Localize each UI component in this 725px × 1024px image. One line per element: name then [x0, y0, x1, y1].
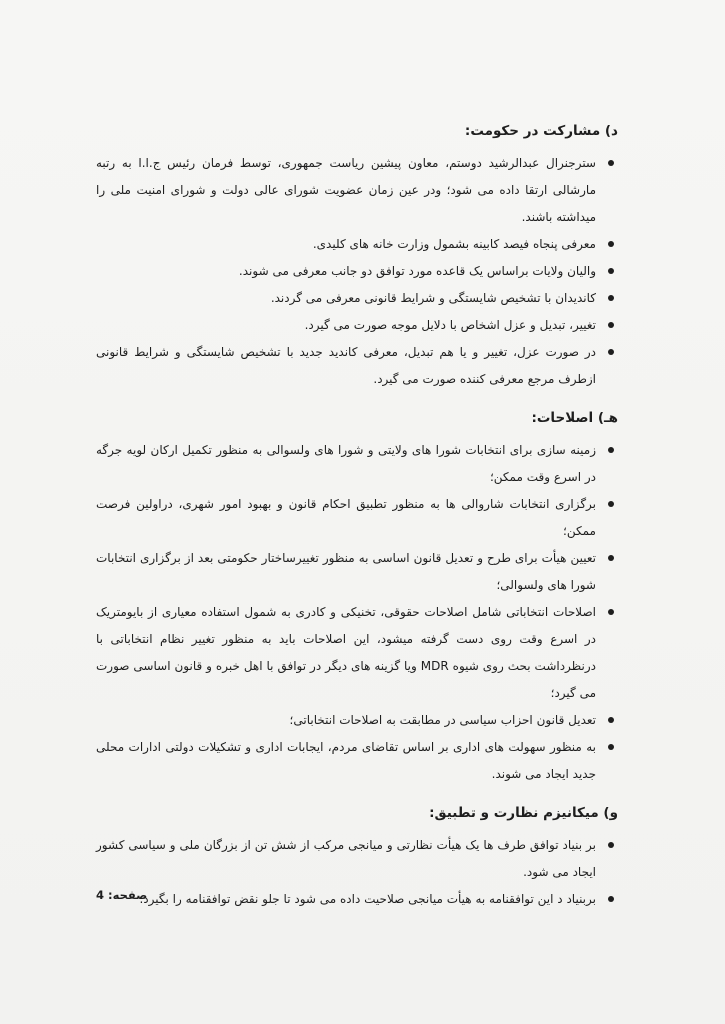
section-government-participation: [96, 120, 618, 393]
section-heading: و) میکانیزم نظارت و تطبیق:: [429, 805, 618, 821]
list-item-text: تعدیل قانون احزاب سیاسی در مطابقت به اصلاحات انتخاباتی؛: [289, 713, 596, 727]
list-item: [96, 599, 618, 707]
list-item-text: کاندیدان با تشخیص شایستگی و شرایط قانونی معرفی می گردند.: [270, 291, 596, 305]
section-heading: د) مشارکت در حکومت:: [464, 123, 618, 139]
list-item-text: تغییر، تبدیل و عزل اشخاص با دلایل موجه صورت می گیرد.: [304, 318, 596, 332]
bullet-list: [96, 437, 618, 788]
list-item: [96, 545, 618, 599]
bullet-icon: [608, 717, 614, 723]
bullet-icon: [608, 896, 614, 902]
list-item: [96, 734, 618, 788]
list-item: [96, 832, 618, 886]
bullet-icon: [608, 447, 614, 453]
bullet-icon: [608, 349, 614, 355]
list-item-text: بر بنیاد توافق طرف ها یک هیأت نظارتی و میانجی مرکب از شش تن از بزرگان ملی و سیاسی کشور ایجاد می شود.: [96, 838, 596, 879]
list-item-text: زمینه سازی برای انتخابات شورا های ولایتی و شورا های ولسوالی به منظور تکمیل ارکان لویه جرگه در اسرع وقت ممکن؛: [96, 443, 596, 484]
list-item: [96, 707, 618, 734]
section-oversight-mechanism: [96, 802, 618, 913]
document-body: [96, 120, 618, 927]
list-item-text: بربنیاد د این توافقنامه به هیأت میانجی صلاحیت داده می شود تا جلو نقض توافقنامه را بگیرد.: [139, 892, 596, 906]
list-item: [96, 231, 618, 258]
list-item: [96, 886, 618, 913]
list-item-text: به منظور سهولت های اداری بر اساس تقاضای مردم، ایجابات اداری و تشکیلات دولتی ادارات محلی جدید ایجاد می شوند.: [96, 740, 596, 781]
bullet-icon: [608, 501, 614, 507]
bullet-list: [96, 150, 618, 393]
list-item-text: والیان ولایات براساس یک قاعده مورد توافق دو جانب معرفی می شوند.: [238, 264, 596, 278]
bullet-icon: [608, 322, 614, 328]
bullet-icon: [608, 744, 614, 750]
list-item: [96, 258, 618, 285]
bullet-icon: [608, 268, 614, 274]
page-number: صفحه: 4: [96, 888, 148, 902]
list-item: [96, 491, 618, 545]
list-item: [96, 150, 618, 231]
list-item-text: در صورت عزل، تغییر و یا هم تبدیل، معرفی کاندید جدید با تشخیص شایستگی و شرایط قانونی ازطرف مرجع معرفی کننده صورت می گیرد.: [96, 345, 596, 386]
section-reforms: [96, 407, 618, 788]
bullet-icon: [608, 160, 614, 166]
list-item: [96, 437, 618, 491]
bullet-icon: [608, 555, 614, 561]
list-item-text: سترجنرال عبدالرشید دوستم، معاون پیشین ریاست جمهوری، توسط فرمان رئیس ج.ا.ا به رتبه مارشالی ارتقا داده می شود؛ ودر عین زمان عضویت شورای عالی دولت و شورای امنیت ملی را میداشته باشند.: [96, 156, 596, 224]
bullet-list: [96, 832, 618, 913]
list-item-text: تعیین هیأت برای طرح و تعدیل قانون اساسی به منظور تغییرساختار حکومتی بعد از برگزاری انتخابات شورا های ولسوالی؛: [96, 551, 596, 592]
list-item: [96, 312, 618, 339]
section-heading: هـ) اصلاحات:: [531, 410, 618, 426]
bullet-icon: [608, 295, 614, 301]
bullet-icon: [608, 609, 614, 615]
list-item: [96, 285, 618, 312]
list-item-text: اصلاحات انتخاباتی شامل اصلاحات حقوقی، تخنیکی و کادری به شمول استفاده معیاری از بایومتریک در اسرع وقت روی دست گرفته میشود، این اصلاحات باید به منظور تغییر نظام انتخاباتی با درنظرداشت بحث روی شیوه MDR ویا گزینه های دیگر در توافق با اهل خبره و قانون اساسی صورت می گیرد؛: [96, 605, 596, 700]
bullet-icon: [608, 241, 614, 247]
list-item-text: معرفی پنجاه فیصد کابینه بشمول وزارت خانه های کلیدی.: [312, 237, 596, 251]
list-item: [96, 339, 618, 393]
bullet-icon: [608, 842, 614, 848]
list-item-text: برگزاری انتخابات شاروالی ها به منظور تطبیق احکام قانون و بهبود امور شهری، دراولین فرصت ممکن؛: [96, 497, 596, 538]
